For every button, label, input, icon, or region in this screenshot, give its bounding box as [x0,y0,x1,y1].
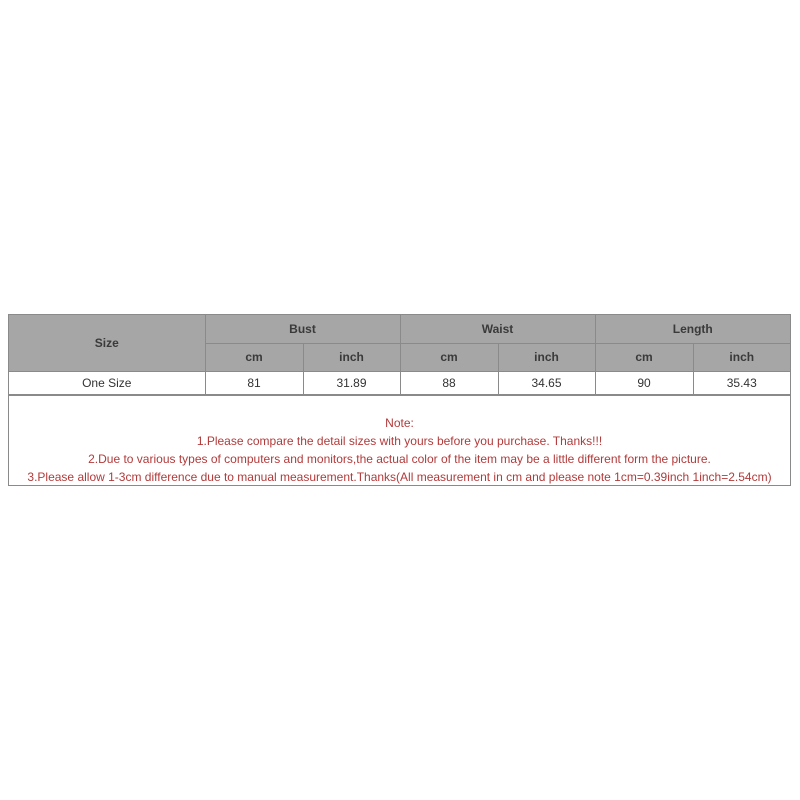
waist-header: Waist [400,315,595,343]
waist-cm-cell: 88 [400,371,498,394]
note-title: Note: [385,415,414,430]
size-header: Size [9,315,205,371]
length-inch-cell: 35.43 [693,371,790,394]
bust-inch-cell: 31.89 [303,371,400,394]
length-inch-header: inch [693,343,790,371]
note-line-2: 2.Due to various types of computers and monitors,the actual color of the item may be a little different form the picture. [88,451,711,466]
waist-inch-header: inch [498,343,595,371]
note-line-1: 1.Please compare the detail sizes with yours before you purchase. Thanks!!! [196,433,603,448]
bust-inch-header: inch [303,343,400,371]
length-header: Length [595,315,790,343]
size-cell: One Size [9,371,205,394]
note-line-3: 3.Please allow 1-3cm difference due to manual measurement.Thanks(All measurement in cm and please note 1cm=0.39inch 1inch=2.54cm) [27,469,772,484]
length-cm-header: cm [595,343,693,371]
waist-cm-header: cm [400,343,498,371]
waist-inch-cell: 34.65 [498,371,595,394]
size-table [9,315,790,395]
table-row [9,371,790,394]
header-row [9,315,790,343]
bust-cm-header: cm [205,343,303,371]
size-chart [8,314,791,486]
length-cm-cell: 90 [595,371,693,394]
notes-section [9,395,790,485]
bust-header: Bust [205,315,400,343]
bust-cm-cell: 81 [205,371,303,394]
